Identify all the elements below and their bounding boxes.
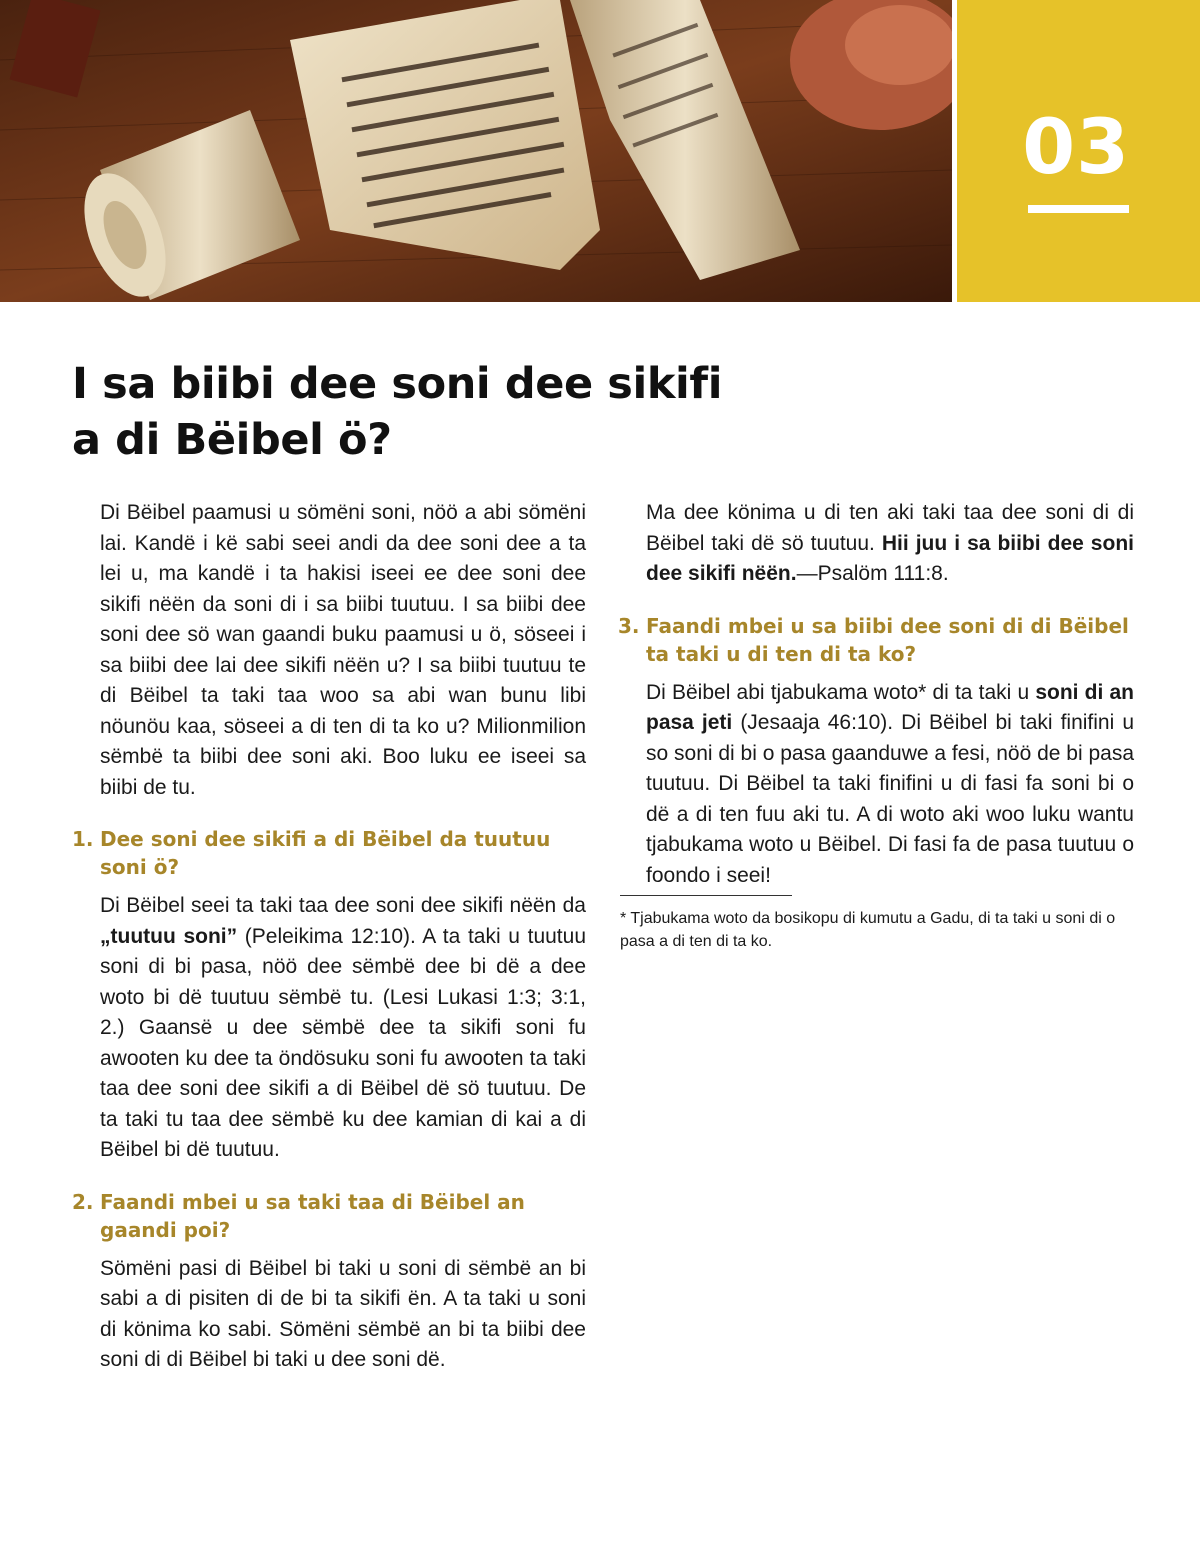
lesson-number-badge — [957, 0, 1200, 302]
question-2-number: 2. — [72, 1189, 94, 1214]
answer-2-bold: Hii juu i sa biibi dee soni dee sikifi nëën. — [646, 531, 1134, 585]
answer-3-text-a: Di Bëibel abi tjabukama woto* di ta taki u — [646, 680, 1036, 704]
scrolls-illustration — [0, 0, 952, 302]
answer-2-part-1: Sömëni pasi di Bëibel bi taki u soni di sëmbë an bi sabi a di pisiten di de bi ta sikifi ën. A ta taki u soni di könima ko sabi. Sömëni sëmbë an bi ta biibi dee soni di di Bëibel bi taki u dee soni dë. — [100, 1256, 586, 1371]
answer-2-part-2 — [646, 498, 1134, 590]
title-line-2: a di Bëibel ö? — [72, 415, 392, 465]
answer-2-text-a: Ma dee könima u di ten aki taki taa dee soni di di Bëibel taki dë sö tuutuu. — [646, 501, 1134, 555]
hero-image-scrolls — [0, 0, 952, 302]
lesson-number: 03 — [1022, 102, 1130, 191]
question-2-text: Faandi mbei u sa taki taa di Bëibel an gaandi poi? — [100, 1189, 525, 1242]
question-2 — [72, 1188, 586, 1244]
answer-3 — [646, 678, 1134, 892]
answer-1-text-b: (Peleikima 12:10). A ta taki u tuutuu soni di bi pasa, nöö dee sëmbë dee bi dë a dee woto bi dë tuutuu sëmbë tu. (Lesi Lukasi 1:3; 3:1, 2.) Gaansë u dee sëmbë dee ta sikifi soni fu awooten ku dee ta öndösuku soni fu awooten ta taki taa dee soni dee sikifi a di Bëibel dë sö tuutuu. De ta taki tu taa dee sëmbë ku dee kamian di kai a di Bëibel bi dë tuutuu. — [100, 924, 586, 1161]
badge-underline — [1028, 205, 1129, 213]
answer-3-bold: soni di an pasa jeti — [646, 680, 1134, 734]
question-3 — [618, 612, 1134, 668]
question-1 — [72, 825, 586, 881]
answer-1-text-a: Di Bëibel seei ta taki taa dee soni dee sikifi nëën da — [100, 894, 586, 917]
right-column — [618, 498, 1135, 891]
answer-3-text-b: (Jesaaja 46:10). Di Bëibel bi taki finifini u so soni di bi o pasa gaanduwe a fesi, nöö de bi pasa tuutuu. Di Bëibel ta taki finifini u di fasi fa soni bi o dë a di ten fuu aki tu. A di woto aki woo luku wantu tjabukama woto u Bëibel. Di fasi fa de pasa tuutuu o foondo i seei! — [646, 711, 1135, 887]
title-line-1: I sa biibi dee soni dee sikifi — [72, 359, 723, 409]
answer-1-bold: „tuutuu soni” — [100, 924, 238, 948]
footnote: * Tjabukama woto da bosikopu di kumutu a Gadu, di ta taki u soni di o pasa a di ten di ta ko. — [620, 910, 1116, 950]
footnote-divider — [620, 895, 792, 896]
answer-1 — [100, 891, 586, 1166]
question-1-number: 1. — [72, 827, 94, 851]
left-column — [72, 498, 586, 1376]
intro-paragraph: Di Bëibel paamusi u sömëni soni, nöö a abi sömëni lai. Kandë i kë sabi seei andi da dee soni dee a ta lei u, ma kandë i ta hakisi iseei ee dee soni dee sikifi nëën da soni di i sa biibi tuutuu. I sa biibi dee soni dee sö wan gaandi buku paamusi u ö, söseei i sa biibi dee lai dee sikifi nëën u? I sa biibi tuutuu te di Bëibel ta taki taa woo sa abi wan bunu libi nöunöu kaa, söseei a di ten di ta ko u? Milionmilion sëmbë ta biibi dee soni aki. Boo luku ee iseei sa biibi de tu. — [100, 501, 586, 799]
question-1-text: Dee soni dee sikifi a di Bëibel da tuutuu soni ö? — [100, 827, 551, 879]
page-title — [72, 356, 832, 468]
question-3-text: Faandi mbei u sa biibi dee soni di di Bëibel ta taki u di ten di ta ko? — [646, 613, 1129, 666]
answer-2-citation: —Psalöm 111:8. — [796, 562, 949, 585]
question-3-number: 3. — [618, 613, 640, 638]
